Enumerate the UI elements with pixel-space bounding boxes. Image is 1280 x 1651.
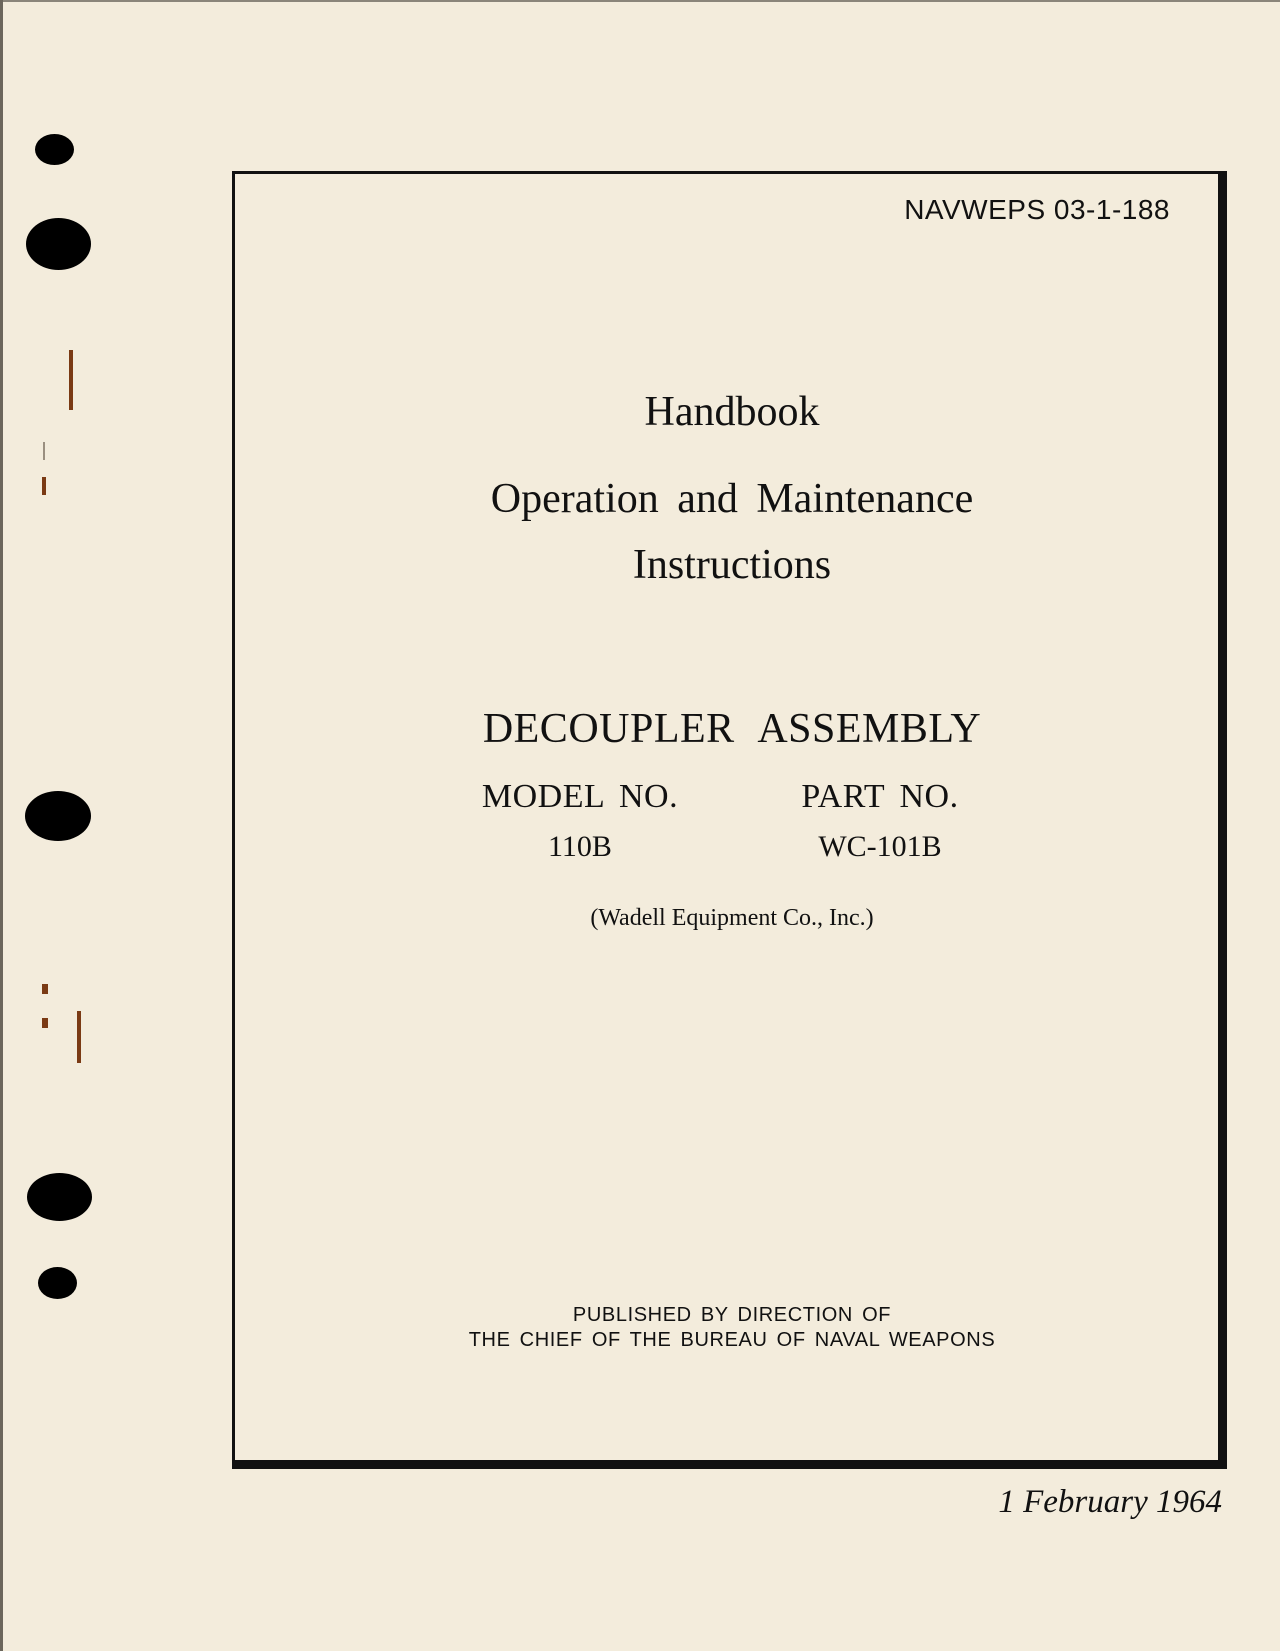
- model-number-block: [460, 778, 700, 864]
- binder-hole-3: [25, 791, 91, 841]
- model-number-value: 110B: [548, 830, 612, 863]
- rust-spot-2: [42, 1018, 48, 1028]
- binder-hole-1: [35, 134, 74, 165]
- publisher-line-1: PUBLISHED BY DIRECTION OF: [572, 1304, 892, 1326]
- document-number: NAVWEPS 03-1-188: [904, 194, 1170, 225]
- binder-hole-5: [38, 1267, 77, 1299]
- part-number-block: [770, 778, 990, 864]
- publisher-block: [232, 1303, 1232, 1353]
- cover-frame: [232, 171, 1227, 1469]
- handbook-label: Handbook: [644, 389, 820, 435]
- staple-mark-bottom: [77, 1011, 81, 1063]
- staple-mark-top: [69, 350, 73, 410]
- manufacturer-name: (Wadell Equipment Co., Inc.): [590, 905, 874, 931]
- part-number-value: WC-101B: [818, 830, 942, 863]
- binder-hole-4: [27, 1173, 92, 1221]
- page-left-edge: [0, 0, 3, 1651]
- model-number-label: MODEL NO.: [481, 778, 679, 815]
- rust-spot-1: [42, 984, 48, 994]
- subtitle-line-2: Instructions: [632, 542, 832, 588]
- publication-date: 1 February 1964: [998, 1484, 1222, 1520]
- binder-hole-2: [26, 218, 91, 270]
- staple-mark-small-2: [42, 477, 46, 495]
- publisher-line-2: THE CHIEF OF THE BUREAU OF NAVAL WEAPONS: [468, 1329, 996, 1351]
- page-top-edge: [0, 0, 1280, 2]
- part-number-label: PART NO.: [801, 778, 959, 815]
- document-title: DECOUPLER ASSEMBLY: [482, 706, 982, 752]
- staple-mark-small-1: [43, 442, 45, 460]
- subtitle-line-1: Operation and Maintenance: [490, 476, 974, 522]
